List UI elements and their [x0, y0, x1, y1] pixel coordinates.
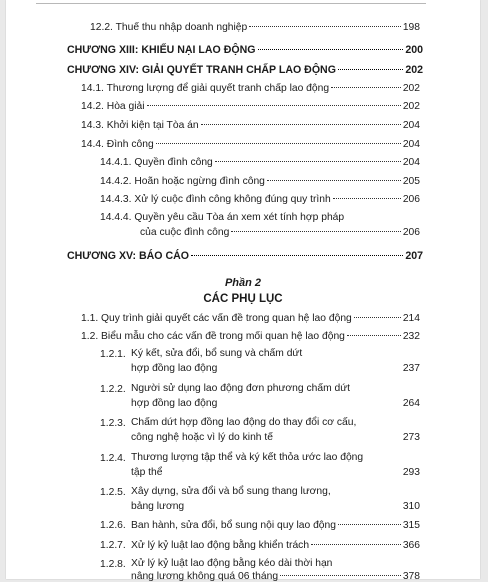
appendix-entry[interactable] — [81, 313, 420, 324]
appendix-subentry-label: Thương lượng tập thể và ký kết thỏa ước lao động — [131, 452, 364, 463]
appendix-subentry[interactable] — [131, 540, 420, 551]
appendix-subentry-page: 273 — [402, 432, 420, 443]
toc-entry[interactable] — [100, 176, 420, 187]
appendix-subentry-number: 1.2.2. — [100, 384, 126, 395]
toc-entry[interactable] — [81, 139, 420, 150]
appendix-subentry-label: Chấm dứt hợp đồng lao động do thay đổi cơ cấu, — [131, 417, 357, 428]
appendix-subentry-page: 264 — [402, 398, 420, 409]
appendix-subentry-page: 378 — [402, 571, 420, 582]
document-page — [6, 0, 480, 582]
dot-leader — [147, 105, 401, 106]
appendix-subentry-number: 1.2.5. — [100, 487, 126, 498]
toc-entry-label: 12.2. Thuế thu nhập doanh nghiệp — [90, 22, 248, 33]
toc-entry[interactable] — [81, 101, 420, 112]
toc-entry-label: CHƯƠNG XIII: KHIẾU NẠI LAO ĐỘNG — [67, 44, 256, 56]
appendix-subentry-page: 293 — [402, 467, 420, 478]
toc-entry-label: 14.4.1. Quyền đình công — [100, 157, 213, 168]
toc-entry[interactable] — [90, 22, 420, 33]
appendix-entry-label: 1.1. Quy trình giải quyết các vấn đề trong quan hệ lao động — [81, 313, 352, 324]
toc-entry-label: CHƯƠNG XV: BÁO CÁO — [67, 250, 190, 262]
toc-entry[interactable] — [100, 157, 420, 168]
appendix-subentry-number: 1.2.7. — [100, 540, 126, 551]
toc-entry-page: 202 — [402, 101, 420, 112]
toc-entry-label: 14.3. Khởi kiện tại Tòa án — [81, 120, 199, 131]
toc-entry-page: 202 — [405, 64, 423, 76]
toc-entry-label: 14.2. Hòa giải — [81, 101, 145, 112]
appendix-entry-page: 232 — [402, 331, 420, 342]
toc-entry-page: 205 — [402, 176, 420, 187]
appendix-subentry-label: Ký kết, sửa đổi, bổ sung và chấm dứt — [131, 348, 303, 359]
dot-leader — [354, 317, 401, 318]
dot-leader — [267, 180, 401, 181]
appendix-subentry-label: Xử lý kỷ luật lao động bằng kéo dài thời hạn — [131, 558, 333, 569]
dot-leader — [333, 198, 401, 199]
toc-entry-page: 206 — [402, 227, 420, 238]
toc-entry-label-cont: của cuộc đình công — [140, 227, 230, 238]
appendix-subentry-number: 1.2.6. — [100, 520, 126, 531]
toc-entry-label: 14.4. Đình công — [81, 139, 154, 150]
dot-leader — [156, 143, 401, 144]
appendix-subentry-label-cont: nâng lương không quá 06 tháng — [131, 571, 279, 582]
appendix-subentry-label: Ban hành, sửa đổi, bổ sung nội quy lao động — [131, 520, 336, 531]
toc-entry-label: 14.4.2. Hoãn hoặc ngừng đình công — [100, 176, 265, 187]
appendix-subentry-number: 1.2.1. — [100, 349, 126, 360]
toc-entry-label: 14.4.3. Xử lý cuộc đình công không đúng quy trình — [100, 194, 331, 205]
appendix-subentry[interactable] — [131, 501, 420, 512]
toc-entry[interactable] — [81, 83, 420, 94]
toc-entry-page: 207 — [405, 250, 423, 262]
dot-leader — [338, 69, 403, 70]
dot-leader — [201, 124, 401, 125]
appendix-subentry-label-cont: hợp đồng lao động — [131, 398, 218, 409]
dot-leader — [231, 231, 401, 232]
appendix-subentry[interactable] — [131, 520, 420, 531]
appendix-subentry-number: 1.2.4. — [100, 453, 126, 464]
top-rule — [36, 3, 426, 4]
part-number: Phần 2 — [224, 277, 262, 289]
appendix-subentry[interactable] — [131, 432, 420, 443]
toc-entry-label: CHƯƠNG XIV: GIẢI QUYẾT TRANH CHẤP LAO ĐỘNG — [67, 64, 336, 76]
toc-entry[interactable] — [81, 120, 420, 131]
appendix-subentry-number: 1.2.8. — [100, 559, 126, 570]
appendix-subentry-label: Xử lý kỷ luật lao động bằng khiển trách — [131, 540, 310, 551]
appendix-subentry-page: 237 — [402, 363, 420, 374]
dot-leader — [331, 87, 401, 88]
appendix-entry-label: 1.2. Biểu mẫu cho các vấn đề trong mối quan hệ lao động — [81, 331, 345, 342]
appendix-subentry[interactable] — [131, 363, 420, 374]
appendix-subentry-label-cont: tập thể — [131, 467, 163, 478]
dot-leader — [249, 26, 401, 27]
appendix-subentry-label: Người sử dụng lao động đơn phương chấm dứt — [131, 383, 350, 394]
toc-entry-page: 202 — [402, 83, 420, 94]
toc-entry[interactable] — [100, 194, 420, 205]
appendix-subentry[interactable] — [131, 398, 420, 409]
appendix-subentry-page: 310 — [402, 501, 420, 512]
appendix-subentry-label-cont: hợp đồng lao động — [131, 363, 218, 374]
appendix-subentry-page: 315 — [402, 520, 420, 531]
toc-entry[interactable] — [140, 227, 420, 238]
toc-entry-page: 198 — [402, 22, 420, 33]
toc-entry-page: 204 — [402, 139, 420, 150]
appendix-entry[interactable] — [81, 331, 420, 342]
dot-leader — [215, 161, 401, 162]
toc-entry-label: 14.1. Thương lượng để giải quyết tranh chấp lao động — [81, 83, 330, 94]
dot-leader — [347, 335, 401, 336]
appendix-subentry-label-cont: công nghệ hoặc vì lý do kinh tế — [131, 432, 273, 443]
appendix-entry-page: 214 — [402, 313, 420, 324]
part-title: CÁC PHỤ LỤC — [203, 293, 283, 305]
appendix-subentry-number: 1.2.3. — [100, 418, 126, 429]
toc-entry-label: 14.4.4. Quyền yêu cầu Tòa án xem xét tính hợp pháp — [100, 212, 345, 223]
appendix-subentry-label-cont: bảng lương — [131, 501, 185, 512]
toc-entry-page: 200 — [405, 44, 423, 56]
dot-leader — [258, 49, 404, 50]
appendix-subentry-label: Xây dựng, sửa đổi và bổ sung thang lương, — [131, 486, 331, 497]
dot-leader — [191, 255, 403, 256]
dot-leader — [280, 575, 401, 576]
toc-chapter-entry[interactable] — [67, 64, 423, 76]
dot-leader — [311, 544, 401, 545]
appendix-subentry-page: 366 — [402, 540, 420, 551]
dot-leader — [338, 524, 401, 525]
toc-chapter-entry[interactable] — [67, 250, 423, 262]
toc-entry-page: 204 — [402, 120, 420, 131]
toc-entry-page: 204 — [402, 157, 420, 168]
appendix-subentry[interactable] — [131, 467, 420, 478]
appendix-subentry[interactable] — [131, 571, 420, 582]
toc-chapter-entry[interactable] — [67, 44, 423, 56]
toc-entry-page: 206 — [402, 194, 420, 205]
